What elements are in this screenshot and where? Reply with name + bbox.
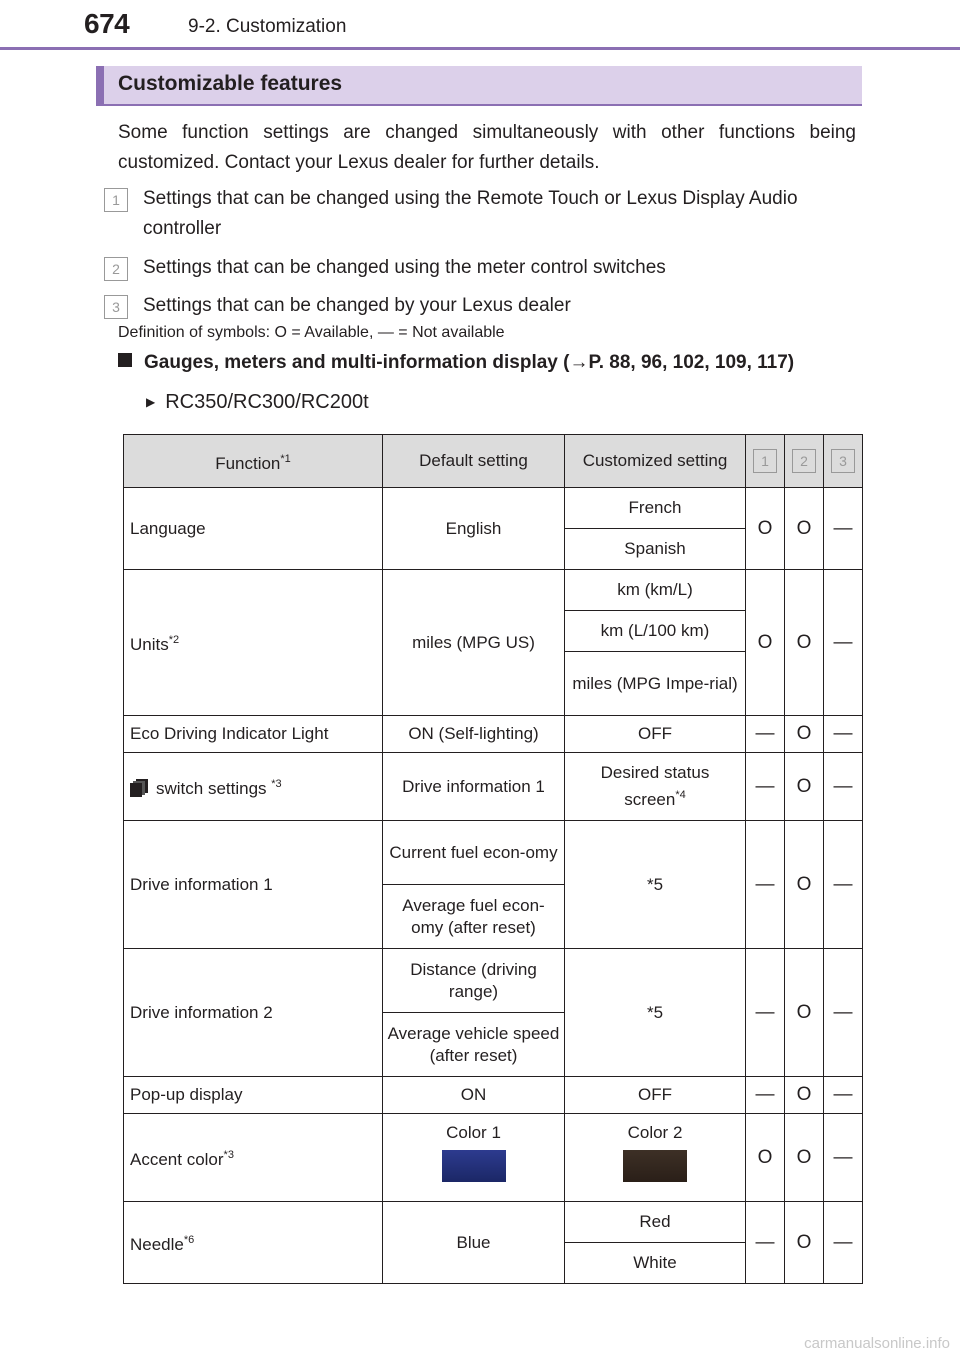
color-1-swatch <box>442 1150 506 1182</box>
item-text: Settings that can be changed using the meter control switches <box>143 257 666 278</box>
list-item <box>112 253 860 283</box>
section-header <box>96 66 862 106</box>
subhead-pages: P. 88, 96, 102, 109, 117) <box>588 352 795 373</box>
number-1-badge: 1 <box>104 188 128 212</box>
table-row: km (L/100 km) <box>124 611 863 652</box>
table-row: Spanish <box>124 529 863 570</box>
table-row: Average fuel econ-omy (after reset) <box>124 885 863 949</box>
header-col-3: 3 <box>824 435 863 488</box>
table-row: miles (MPG Impe-rial) <box>124 652 863 716</box>
table-row: Units$^{*2}$ miles (MPG US) km (km/L) O O — <box>124 570 863 611</box>
number-3-badge: 3 <box>104 295 128 319</box>
table-row: Drive information 2 Distance (driving range) *5 — O — <box>124 949 863 1013</box>
subhead-text: Gauges, meters and multi-information display ( <box>144 352 570 373</box>
item-text: Settings that can be changed by your Lexus dealer <box>143 295 571 316</box>
meter-switch-icon <box>130 779 148 797</box>
table-row: White <box>124 1243 863 1284</box>
watermark: carmanualsonline.info <box>804 1335 950 1352</box>
header-col-1: 1 <box>746 435 785 488</box>
subsection-heading <box>118 352 794 374</box>
table-row: Drive information 1 Current fuel econ-omy *5 — O — <box>124 821 863 885</box>
table-row: switch settings $^{*3}$ Drive information 1 Desired status screen$^{*4}$ — O — <box>124 753 863 821</box>
chapter-title: 9-2. Customization <box>188 16 347 37</box>
table-row: Eco Driving Indicator Light ON (Self-lighting) OFF — O — <box>124 716 863 753</box>
table-row: Language English French O O — <box>124 488 863 529</box>
page-number: 674 <box>84 8 130 39</box>
header-col-2: 2 <box>785 435 824 488</box>
table-row: Average vehicle speed (after reset) <box>124 1013 863 1077</box>
section-title: Customizable features <box>118 72 343 95</box>
model-text: RC350/RC300/RC200t <box>165 391 369 413</box>
list-item <box>112 291 860 321</box>
symbol-definition: Definition of symbols: O = Available, — = Not available <box>118 324 505 341</box>
header-function: Function$^{*1}$ <box>124 435 383 488</box>
header-default: Default setting <box>383 435 565 488</box>
arrow-right-icon: → <box>569 352 589 373</box>
item-text: Settings that can be changed using the Remote Touch or Lexus Display Audio controller <box>143 188 798 239</box>
number-2-badge: 2 <box>104 257 128 281</box>
list-item <box>112 184 860 244</box>
table-row: Needle$^{*6}$ Blue Red — O — <box>124 1202 863 1243</box>
table-header-row <box>124 435 863 488</box>
header-rule <box>0 47 960 50</box>
customization-table <box>123 434 863 1284</box>
model-label <box>146 391 369 414</box>
square-bullet-icon <box>118 353 132 367</box>
table-row: Pop-up display ON OFF — O — <box>124 1077 863 1114</box>
intro-paragraph: Some function settings are changed simultaneously with other functions being customized. Contact your Lexus dealer for further details. <box>118 122 856 173</box>
color-2-swatch <box>623 1150 687 1182</box>
header-customized: Customized setting <box>565 435 746 488</box>
table-row: Accent color$^{*3}$ Color 1 Color 2 O O — <box>124 1114 863 1202</box>
triangle-bullet-icon: ▶ <box>146 395 156 409</box>
